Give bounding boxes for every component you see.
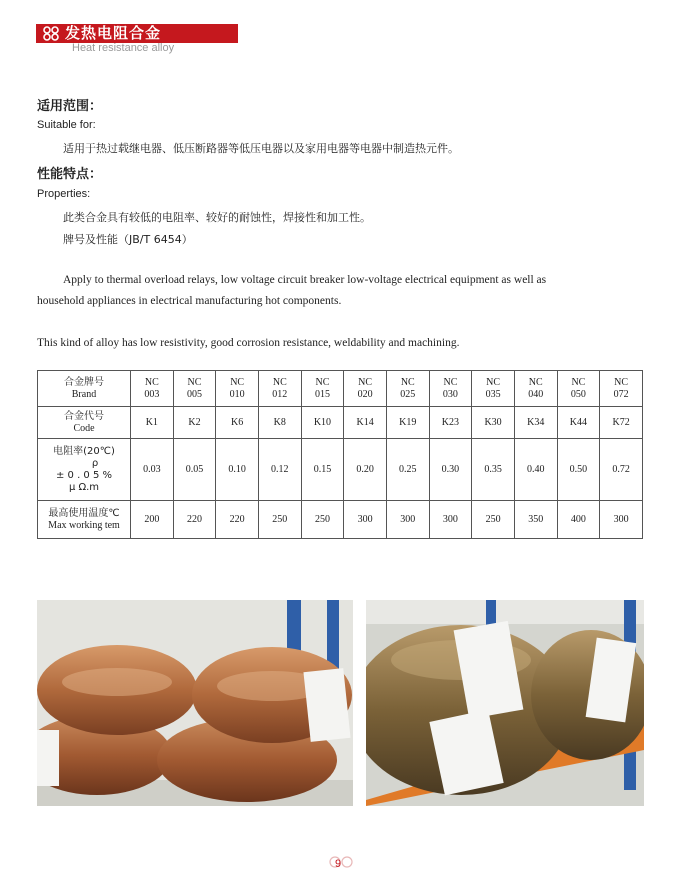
max-temp-cell: 400	[557, 501, 600, 539]
table-row-code	[38, 407, 643, 439]
max-temp-cell: 300	[429, 501, 472, 539]
row-header-resistivity	[38, 439, 131, 501]
code-label-en: Code	[73, 422, 95, 434]
row-header-brand	[38, 371, 131, 407]
brand-cell: NC 050	[557, 371, 600, 407]
brand-cell: NC 010	[216, 371, 259, 407]
max-temp-cell: 220	[173, 501, 216, 539]
brand-cell: NC 003	[131, 371, 174, 407]
max-temp-cell: 300	[386, 501, 429, 539]
max-temp-cell: 250	[472, 501, 515, 539]
alloy-spec-table	[37, 370, 643, 539]
row-header-code	[38, 407, 131, 439]
table-row-resistivity	[38, 439, 643, 501]
page-number	[326, 855, 356, 873]
code-cell: K2	[173, 407, 216, 439]
properties-heading-cn: 性能特点：	[37, 167, 103, 182]
product-photo-wire-coils-left	[37, 600, 353, 806]
brand-cell: NC 072	[600, 371, 643, 407]
max-temp-cell: 300	[600, 501, 643, 539]
brand-label-cn: 合金牌号	[64, 376, 104, 388]
resistivity-cell: 0.50	[557, 439, 600, 501]
section-header-bar	[36, 24, 238, 43]
product-photo-wire-coils-right	[366, 600, 644, 806]
resistivity-cell: 0.20	[344, 439, 387, 501]
max-temp-cell: 220	[216, 501, 259, 539]
table-row-max-temp	[38, 501, 643, 539]
code-cell: K23	[429, 407, 472, 439]
max-temp-label-cn: 最高使用温度℃	[48, 507, 120, 519]
resistivity-cell: 0.05	[173, 439, 216, 501]
resistivity-cell: 0.30	[429, 439, 472, 501]
code-cell: K1	[131, 407, 174, 439]
page-number-text: 9	[335, 858, 342, 870]
brand-label-en: Brand	[71, 388, 97, 400]
resistivity-cell: 0.10	[216, 439, 259, 501]
brand-cell: NC 015	[301, 371, 344, 407]
scope-text-cn: 适用于热过载继电器、低压断路器等低压电器以及家用电器等电器中制造热元件。	[63, 142, 459, 155]
max-temp-cell: 200	[131, 501, 174, 539]
brand-cell: NC 030	[429, 371, 472, 407]
wire-coils-illustration-right	[366, 600, 644, 806]
max-temp-cell: 250	[258, 501, 301, 539]
scope-heading-cn: 适用范围：	[37, 99, 103, 114]
english-paragraph-2: This kind of alloy has low resistivity, good corrosion resistance, weldability and machining.	[37, 337, 460, 349]
resistivity-unit: μ Ω.m	[68, 481, 100, 493]
max-temp-cell: 350	[514, 501, 557, 539]
resistivity-cell: 0.40	[514, 439, 557, 501]
max-temp-cell: 300	[344, 501, 387, 539]
tolerance-label: ± 0 . 0 5 %	[55, 469, 113, 481]
resistivity-cell: 0.15	[301, 439, 344, 501]
resistivity-label: 电阻率(20℃)	[53, 445, 115, 457]
code-cell: K19	[386, 407, 429, 439]
grade-standard-cn: 牌号及性能（JB/T 6454）	[63, 233, 193, 246]
code-label-cn: 合金代号	[64, 410, 104, 422]
code-cell: K10	[301, 407, 344, 439]
resistivity-cell: 0.12	[258, 439, 301, 501]
code-cell: K34	[514, 407, 557, 439]
code-cell: K6	[216, 407, 259, 439]
flower-knot-icon	[42, 26, 60, 41]
rho-symbol: ρ	[91, 457, 99, 469]
code-cell: K8	[258, 407, 301, 439]
table-row-brand	[38, 371, 643, 407]
scope-heading-en: Suitable for:	[37, 119, 96, 131]
brand-cell: NC 040	[514, 371, 557, 407]
code-cell: K72	[600, 407, 643, 439]
properties-text-cn: 此类合金具有较低的电阻率、较好的耐蚀性，焊接性和加工性。	[63, 211, 371, 224]
row-header-max-temp	[38, 501, 131, 539]
code-cell: K44	[557, 407, 600, 439]
english-paragraph-1-line-2: household appliances in electrical manufacturing hot components.	[37, 295, 342, 307]
english-paragraph-1-line-1: Apply to thermal overload relays, low voltage circuit breaker low-voltage electrical equipment as well as	[63, 274, 547, 286]
code-cell: K14	[344, 407, 387, 439]
max-temp-cell: 250	[301, 501, 344, 539]
code-cell: K30	[472, 407, 515, 439]
brand-cell: NC 012	[258, 371, 301, 407]
brand-cell: NC 020	[344, 371, 387, 407]
max-temp-label-en: Max working tem	[48, 519, 120, 531]
brand-cell: NC 025	[386, 371, 429, 407]
resistivity-cell: 0.35	[472, 439, 515, 501]
resistivity-cell: 0.72	[600, 439, 643, 501]
page-subtitle: Heat resistance alloy	[72, 42, 175, 54]
brand-cell: NC 035	[472, 371, 515, 407]
resistivity-cell: 0.03	[131, 439, 174, 501]
wire-coils-illustration-left	[37, 600, 353, 806]
resistivity-cell: 0.25	[386, 439, 429, 501]
page-title: 发热电阻合金	[65, 24, 162, 42]
properties-heading-en: Properties:	[37, 188, 91, 200]
brand-cell: NC 005	[173, 371, 216, 407]
